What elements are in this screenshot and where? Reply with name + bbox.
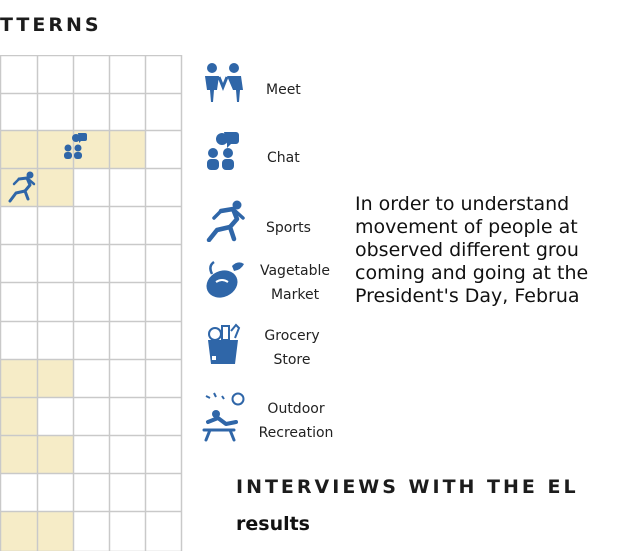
grid-cell-highlight <box>37 359 73 397</box>
legend-label-outdoor-recreation-line1: Outdoor <box>267 401 325 417</box>
sports-icon <box>204 200 246 242</box>
grid-cell-highlight <box>109 130 145 168</box>
schedule-grid <box>0 55 185 551</box>
paragraph-line: observed different grou <box>355 239 579 261</box>
grid-cell-highlight <box>37 435 73 473</box>
legend-item-outdoor-recreation <box>198 388 338 448</box>
paragraph-line: coming and going at the <box>355 262 589 284</box>
legend-item-chat <box>198 128 338 178</box>
meet-icon <box>200 63 246 103</box>
legend-item-grocery-store <box>198 318 338 374</box>
intro-paragraph <box>355 193 588 308</box>
grid-cell-highlight <box>0 130 37 168</box>
paragraph-line: movement of people at <box>355 216 578 238</box>
legend-label-sports: Sports <box>266 220 311 236</box>
legend-label-outdoor-recreation-line2: Recreation <box>258 425 334 441</box>
legend-item-meet <box>198 60 338 108</box>
outdoor-recreation-icon <box>200 390 250 442</box>
legend-label-meet: Meet <box>266 82 301 98</box>
vegetable-market-icon <box>202 258 248 300</box>
grid-cell-highlight <box>0 359 37 397</box>
legend-label-vegetable-market-line2: Market <box>270 287 320 303</box>
grid-cell-highlight <box>0 397 37 435</box>
section-heading-patterns: TTERNS <box>0 14 102 36</box>
legend-label-vegetable-market-line1: Vagetable <box>259 263 331 279</box>
grid-cell-highlight <box>0 435 37 473</box>
paragraph-line: President's Day, Februa <box>355 285 580 307</box>
legend-item-vegetable-market <box>198 252 338 308</box>
legend-label-grocery-store-line2: Store <box>273 352 311 368</box>
grid-cell-highlight <box>0 511 37 551</box>
legend-label-chat: Chat <box>267 150 300 166</box>
grid-cell-highlight <box>37 168 73 206</box>
legend-label-grocery-store-line1: Grocery <box>264 328 320 344</box>
grocery-store-icon <box>202 322 244 366</box>
legend-item-sports <box>198 198 338 244</box>
section-heading-interviews: INTERVIEWS WITH THE EL <box>236 476 579 498</box>
results-label: results <box>236 513 310 535</box>
grid-cell-highlight <box>37 511 73 551</box>
chat-icon <box>204 132 240 172</box>
paragraph-line: In order to understand <box>355 193 570 215</box>
